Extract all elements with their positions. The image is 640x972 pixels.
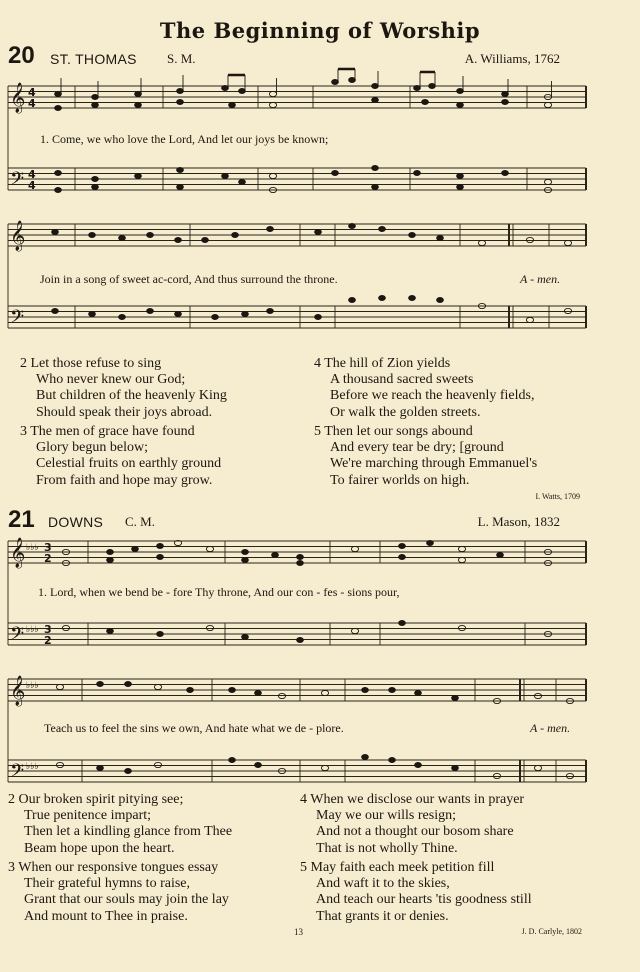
staff-system-4-treble [8,679,586,701]
svg-text:♭♭♭: ♭♭♭ [26,543,39,553]
page-number: 13 [294,927,303,937]
verse-4: 4 The hill of Zion yields A thousand sacred sweets Before we reach the heavenly fields, Or walk the golden streets. [314,356,535,420]
treble-clef-icon: 𝄞 [10,676,26,706]
verse-5: 5 Then let our songs abound And every tear be dry; [ground We're marching through Emmanuel's To fairer worlds on high. [314,424,538,488]
hymn-number: 21 [8,506,35,533]
tune-name: DOWNS [48,514,104,530]
svg-text:4: 4 [28,168,36,181]
bass-clef-icon: 𝄢 [10,761,25,786]
meter: C. M. [125,514,155,529]
svg-text:♭♭♭: ♭♭♭ [26,681,39,691]
meter: S. M. [167,51,196,66]
verse-5: 5 May faith each meek petition fill And waft it to the skies, And teach our hearts 'tis goodness still That grants it or denies. [300,860,532,924]
author-credit: J. D. Carlyle, 1802 [521,927,582,936]
verse-4: 4 When we disclose our wants in prayer May we our wills resign; And not a thought our bosom share That is not wholly Thine. [300,792,525,856]
lyric-line: 1. Come, we who love the Lord, And let our joys be known; [40,132,329,146]
amen: A - men. [520,272,561,286]
verse-2: 2 Our broken spirit pitying see; True penitence impart; Then let a kindling glance from Thee Beam hope upon the heart. [8,792,233,856]
bass-clef-icon: 𝄢 [10,169,25,194]
verse-3: 3 When our responsive tongues essay Their grateful hymns to raise, Grant that our souls may join the lay And mount to Thee in praise. [8,860,229,924]
treble-clef-icon: 𝄞 [10,83,26,113]
verse-3: 3 The men of grace have found Glory begun below; Celestial fruits on earthly ground From faith and hope may grow. [20,424,222,488]
page-title: The Beginning of Worship [159,18,481,43]
lyric-line: Teach us to feel the sins we own, And hate what we de - plore. [44,721,344,735]
treble-clef-icon: 𝄞 [10,221,26,251]
tune-name: ST. THOMAS [50,51,137,67]
svg-text:2: 2 [44,634,52,647]
amen: A - men. [530,721,571,735]
lyric-line: Join in a song of sweet ac-cord, And thus surround the throne. [40,272,338,286]
author-credit: I. Watts, 1709 [535,492,580,501]
svg-text:4: 4 [28,97,36,110]
svg-text:2: 2 [44,552,52,565]
svg-text:♭♭♭: ♭♭♭ [26,762,39,772]
composer: A. Williams, 1762 [464,51,560,66]
hymn-number: 20 [8,42,35,69]
svg-text:♭♭♭: ♭♭♭ [26,625,39,635]
staff-system-4-bass [8,760,586,782]
bass-clef-icon: 𝄢 [10,307,25,332]
composer: L. Mason, 1832 [477,514,560,529]
staff-system-3-treble [8,541,586,563]
svg-text:4: 4 [28,86,36,99]
svg-text:3: 3 [44,623,52,636]
verse-2: 2 Let those refuse to sing Who never knew our God; But children of the heavenly King Should speak their joys abroad. [20,356,227,420]
bass-clef-icon: 𝄢 [10,624,25,649]
treble-clef-icon: 𝄞 [10,538,26,568]
svg-text:3: 3 [44,541,52,554]
svg-text:4: 4 [28,179,36,192]
lyric-line: 1. Lord, when we bend be - fore Thy throne, And our con - fes - sions pour, [38,585,400,599]
